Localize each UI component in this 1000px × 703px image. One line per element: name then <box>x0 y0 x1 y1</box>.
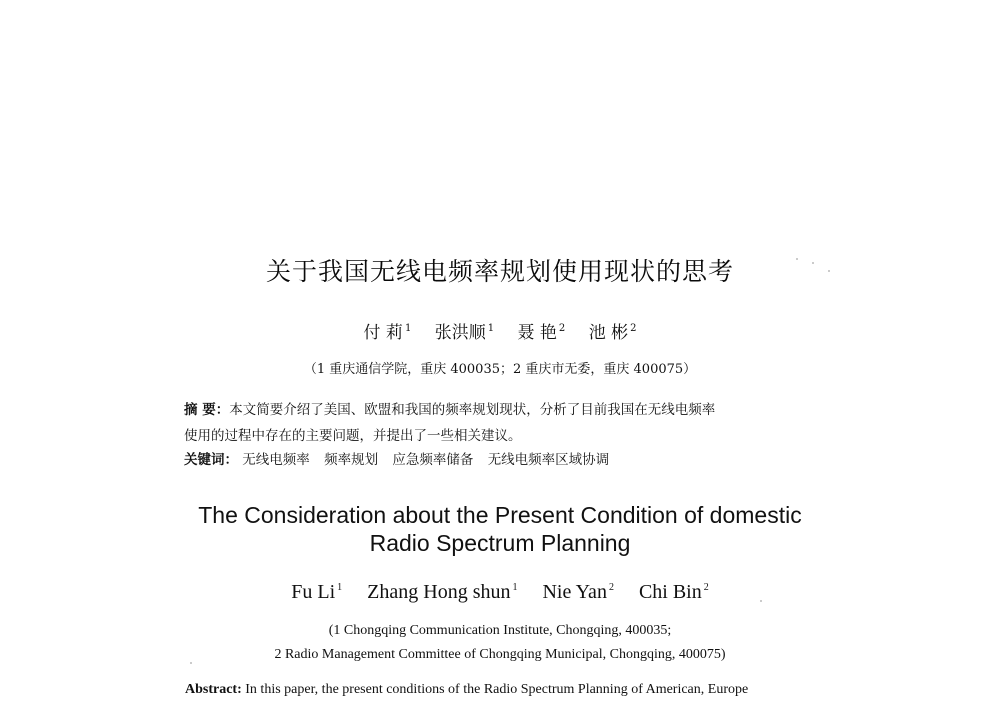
english-author <box>542 581 613 603</box>
chinese-keywords <box>184 448 844 468</box>
english-author-list <box>0 581 1000 604</box>
author-name: 付 莉 <box>363 323 403 343</box>
english-title <box>0 501 1000 557</box>
affiliation-line: (1 Chongqing Communication Institute, Chongqing, 400035; <box>328 623 672 638</box>
keyword: 应急频率储备 <box>392 452 474 468</box>
chinese-author <box>364 323 412 343</box>
english-abstract <box>185 682 865 698</box>
abstract-label: Abstract: <box>185 682 242 697</box>
chinese-author-list <box>0 318 1000 343</box>
keyword: 无线电频率 <box>242 452 310 468</box>
keyword: 频率规划 <box>324 452 379 468</box>
title-line: The Consideration about the Present Condition of domestic <box>198 502 802 528</box>
author-name: Chi Bin <box>638 581 702 603</box>
affiliation-line: 2 Radio Management Committee of Chongqing Municipal, Chongqing, 400075) <box>274 647 726 662</box>
chinese-author <box>435 323 494 343</box>
keyword: 无线电频率区域协调 <box>487 452 610 468</box>
english-affiliation <box>0 619 1000 667</box>
english-author <box>367 581 517 603</box>
keywords-label: 关键词： <box>184 452 238 468</box>
abstract-text: 本文简要介绍了美国、欧盟和我国的频率规划现状，分析了目前我国在无线电频率 <box>229 402 716 418</box>
chinese-title: 关于我国无线电频率规划使用现状的思考 <box>265 257 734 286</box>
english-author <box>291 581 342 603</box>
chinese-abstract <box>184 397 844 449</box>
abstract-line <box>184 397 844 423</box>
author-name: 池 彬 <box>588 323 629 343</box>
affiliation-marker: 1 <box>512 582 518 594</box>
author-name: Fu Li <box>291 581 336 603</box>
author-name: Zhang Hong shun <box>367 581 511 603</box>
affiliation-marker: 2 <box>558 323 566 335</box>
chinese-affiliation: （1 重庆通信学院，重庆 400035；2 重庆市无委，重庆 400075） <box>303 362 697 377</box>
author-name: Nie Yan <box>542 581 607 603</box>
scan-speck <box>828 270 830 272</box>
author-name: 聂 艳 <box>517 323 557 343</box>
affiliation-marker: 2 <box>703 582 709 594</box>
affiliation-marker: 1 <box>337 582 343 594</box>
affiliation-marker: 2 <box>630 323 637 335</box>
abstract-label: 摘 要： <box>184 402 230 418</box>
chinese-author <box>589 323 637 343</box>
scan-speck <box>760 600 762 602</box>
scan-speck <box>812 262 814 264</box>
affiliation-marker: 2 <box>608 582 614 594</box>
abstract-text: In this paper, the present conditions of the Radio Spectrum Planning of American, Europe <box>245 682 749 697</box>
scan-speck <box>190 662 192 664</box>
title-line: Radio Spectrum Planning <box>369 530 631 556</box>
scan-speck <box>796 258 798 260</box>
author-name: 张洪顺 <box>434 323 486 343</box>
abstract-line: 使用的过程中存在的主要问题，并提出了一些相关建议。 <box>184 428 522 444</box>
english-author <box>639 581 709 603</box>
chinese-author <box>518 323 566 343</box>
affiliation-marker: 1 <box>404 323 412 335</box>
affiliation-marker: 1 <box>487 323 495 335</box>
